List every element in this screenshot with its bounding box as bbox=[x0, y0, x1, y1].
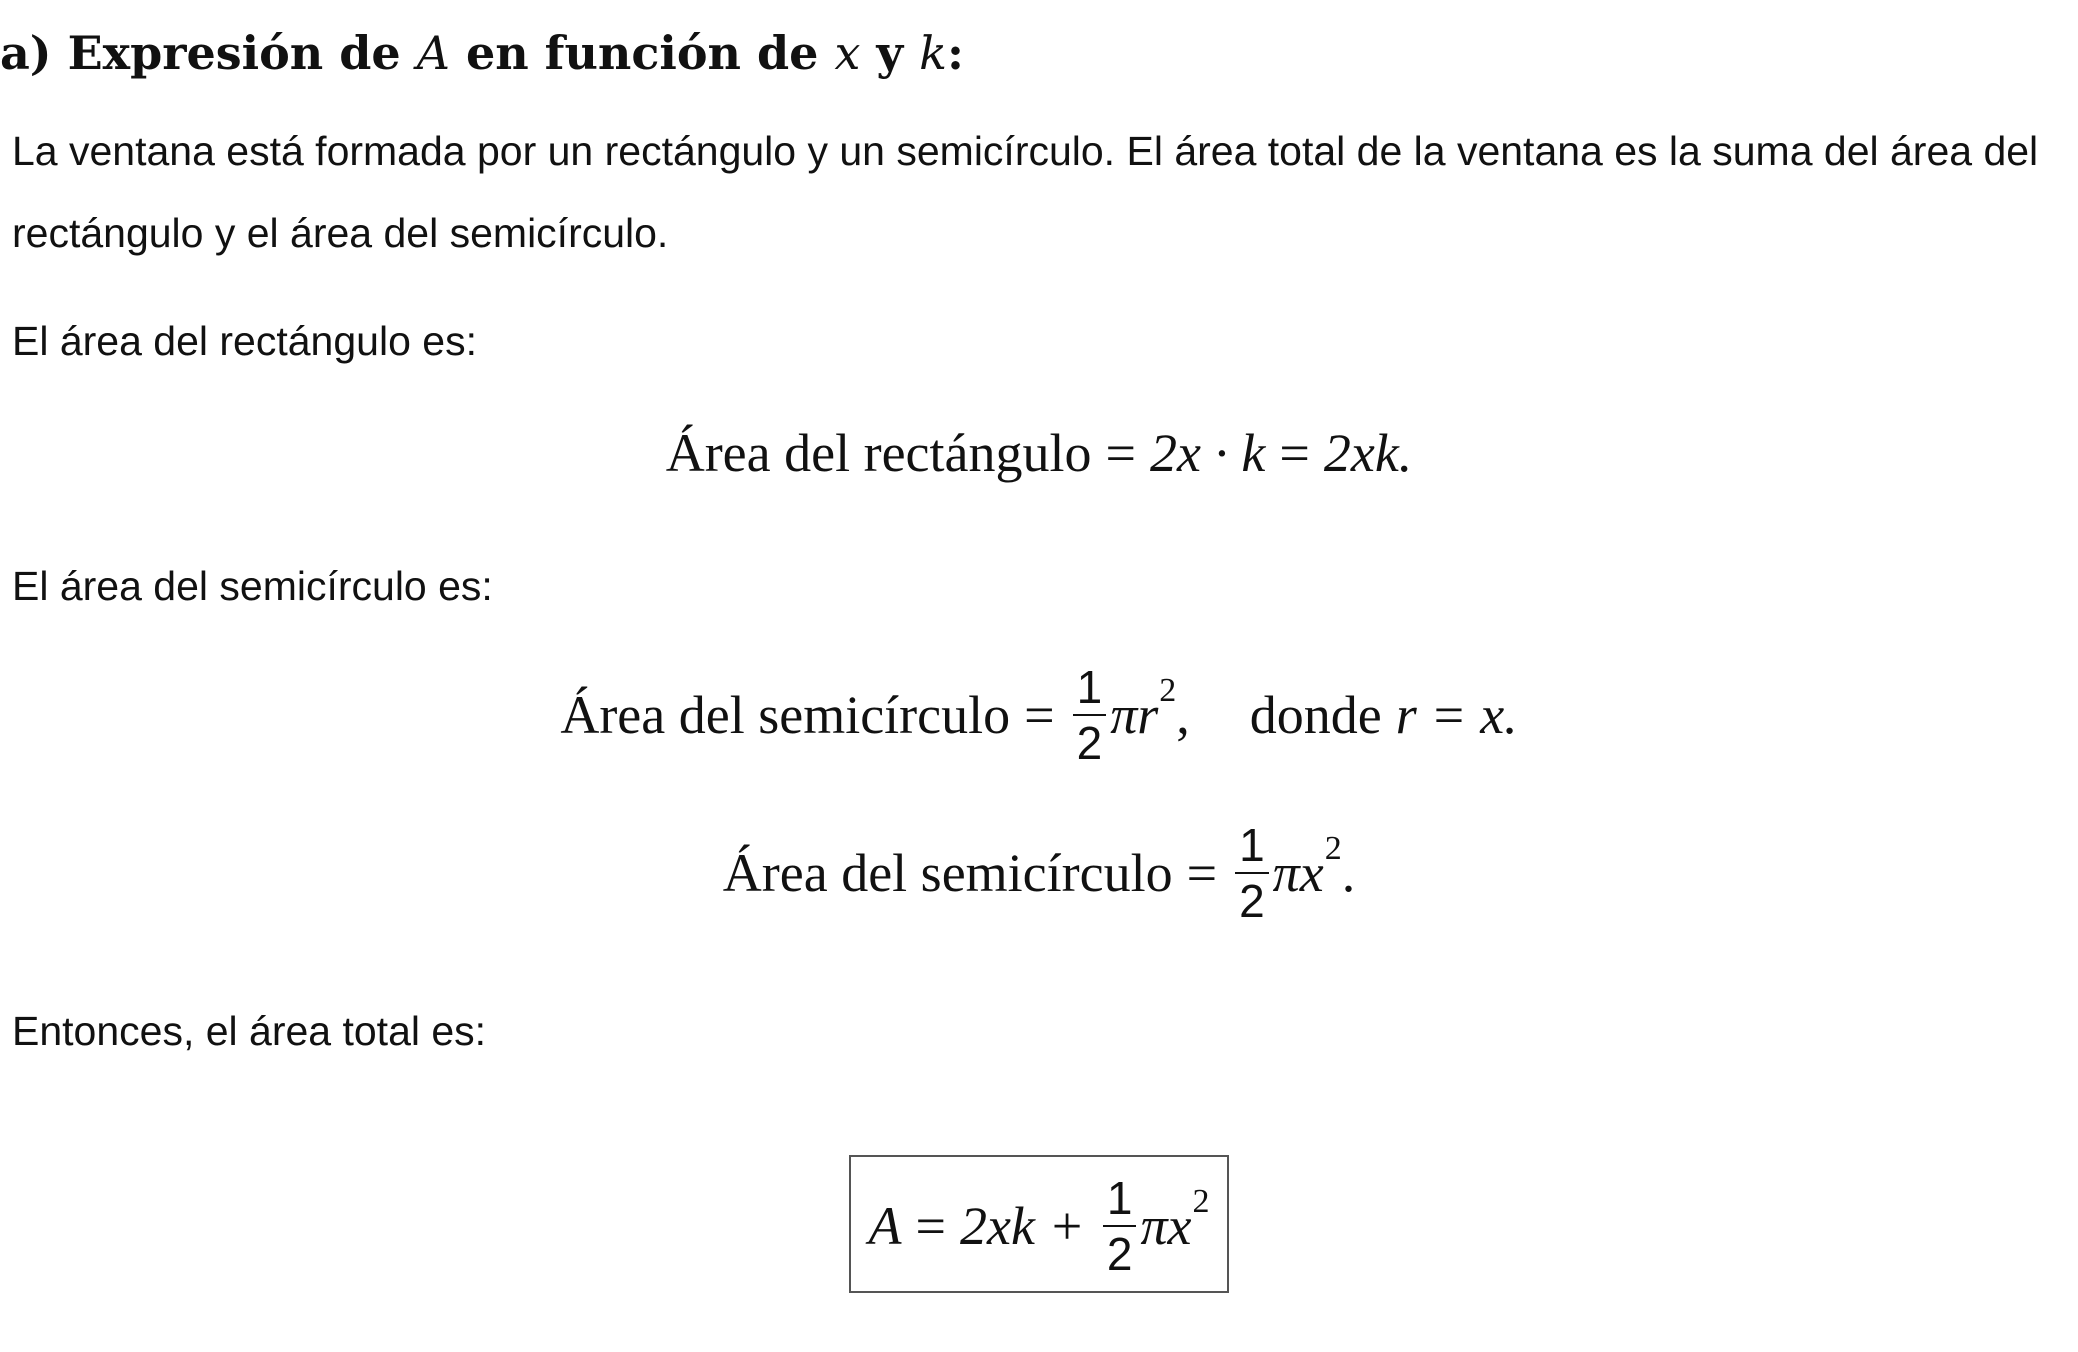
semi2-equals: = bbox=[1186, 843, 1218, 903]
total-pi-x: πx bbox=[1140, 1196, 1192, 1256]
semi2-exponent: 2 bbox=[1324, 830, 1342, 867]
semi-area-equation-1 bbox=[0, 660, 2078, 770]
semi1-denominator: 2 bbox=[1076, 717, 1103, 769]
heading-suffix: : bbox=[947, 26, 965, 80]
semi-area-label: El área del semicírculo es: bbox=[12, 563, 493, 609]
rect-eq-equals-1: = bbox=[1105, 423, 1136, 483]
rect-eq-equals-2: = bbox=[1279, 423, 1310, 483]
semi1-condition: r = x. bbox=[1395, 685, 1518, 745]
semi2-numerator: 1 bbox=[1239, 819, 1265, 871]
semi1-lhs: Área del semicírculo bbox=[560, 685, 1011, 745]
section-heading bbox=[0, 26, 964, 80]
semi-area-equation-2 bbox=[0, 818, 2078, 928]
heading-var-k: k bbox=[919, 26, 948, 80]
total-term-1: 2xk + bbox=[959, 1196, 1085, 1256]
heading-mid-1: en función de bbox=[449, 26, 835, 80]
semi1-fraction bbox=[1073, 660, 1107, 770]
total-lhs: A bbox=[868, 1196, 902, 1256]
heading-prefix: a) Expresión de bbox=[0, 26, 417, 80]
semi1-pi-r: πr bbox=[1110, 685, 1159, 745]
total-denominator: 2 bbox=[1106, 1228, 1133, 1280]
semi1-where: donde bbox=[1249, 685, 1382, 745]
total-area-equation bbox=[0, 1155, 2078, 1293]
total-equals: = bbox=[915, 1196, 946, 1256]
heading-var-a: A bbox=[416, 26, 450, 80]
semi2-fraction bbox=[1235, 818, 1269, 928]
total-fraction bbox=[1103, 1171, 1137, 1281]
semi1-exponent: 2 bbox=[1159, 672, 1177, 709]
boxed-result bbox=[849, 1155, 1230, 1293]
total-numerator: 1 bbox=[1106, 1172, 1133, 1224]
rect-area-label: El área del rectángulo es: bbox=[12, 318, 477, 364]
heading-mid-2: y bbox=[860, 26, 920, 80]
total-area-label: Entonces, el área total es: bbox=[12, 1008, 487, 1054]
rect-area-equation bbox=[0, 422, 2078, 484]
semi2-denominator: 2 bbox=[1239, 875, 1265, 927]
rect-eq-term-2: 2xk. bbox=[1323, 423, 1413, 483]
rect-eq-lhs: Área del rectángulo bbox=[665, 423, 1092, 483]
semi1-numerator: 1 bbox=[1076, 661, 1103, 713]
semi1-equals: = bbox=[1024, 685, 1055, 745]
semi2-pi-x: πx bbox=[1272, 843, 1324, 903]
semi2-lhs: Área del semicírculo bbox=[722, 843, 1173, 903]
total-exponent: 2 bbox=[1192, 1183, 1210, 1220]
rect-eq-term-1: 2x · k bbox=[1149, 423, 1266, 483]
heading-var-x: x bbox=[834, 26, 861, 80]
semi2-period: . bbox=[1341, 843, 1356, 903]
intro-paragraph: La ventana está formada por un rectángulo y un semicírculo. El área total de la ventana es la suma del área del rectángulo y el área del semicírculo. bbox=[12, 128, 2039, 256]
semi1-comma: , bbox=[1176, 685, 1190, 745]
